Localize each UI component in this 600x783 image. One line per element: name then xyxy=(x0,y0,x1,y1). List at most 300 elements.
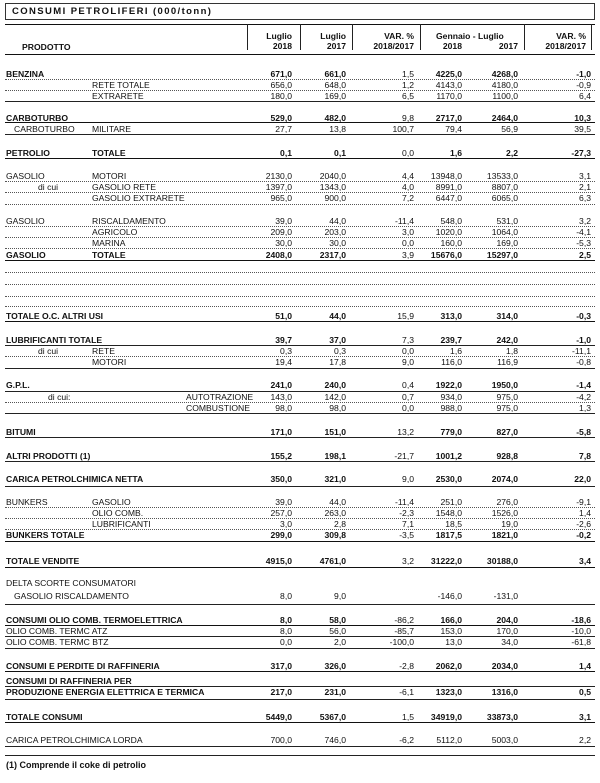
cell-value: 7,8 xyxy=(579,451,591,461)
cell-value: 1817,5 xyxy=(435,530,462,540)
cell-value: 13,2 xyxy=(397,427,414,437)
row-sublabel: RETE xyxy=(92,346,115,356)
cell-value: 44,0 xyxy=(329,216,346,226)
cell-value: 700,0 xyxy=(270,735,292,745)
cell-value: 2464,0 xyxy=(491,113,518,123)
cell-value: 15676,0 xyxy=(430,250,462,260)
cell-value: 142,0 xyxy=(324,392,346,402)
cell-value: 2062,0 xyxy=(435,661,462,671)
cell-value: 1526,0 xyxy=(491,508,518,518)
cell-value: -18,6 xyxy=(571,615,591,625)
cell-value: 2074,0 xyxy=(491,474,518,484)
cell-value: 8,0 xyxy=(280,615,292,625)
cell-value: -9,1 xyxy=(576,497,591,507)
cell-value: -6,2 xyxy=(399,735,414,745)
cell-value: -2,8 xyxy=(399,661,414,671)
cell-value: 1950,0 xyxy=(491,380,518,390)
cell-value: 1397,0 xyxy=(265,182,292,192)
cell-value: 2530,0 xyxy=(435,474,462,484)
cell-value: 975,0 xyxy=(496,403,518,413)
cell-value: -0,8 xyxy=(576,357,591,367)
row-rule xyxy=(5,671,595,672)
row-rule xyxy=(5,321,595,322)
row-label: GASOLIO xyxy=(6,171,45,181)
cell-value: 39,0 xyxy=(275,497,292,507)
cell-value: 0,1 xyxy=(280,148,292,158)
cell-value: 203,0 xyxy=(324,227,346,237)
cell-value: 314,0 xyxy=(496,311,518,321)
row-rule xyxy=(5,541,595,542)
cell-value: 5003,0 xyxy=(491,735,518,745)
row-label: CARICA PETROLCHIMICA LORDA xyxy=(6,735,143,745)
cell-value: 2,5 xyxy=(579,250,591,260)
cell-value: 1,5 xyxy=(402,712,414,722)
header-luglio-2017-year: 2017 xyxy=(326,41,346,51)
cell-value: 656,0 xyxy=(270,80,292,90)
cell-value: 5367,0 xyxy=(319,712,346,722)
row-label: BUNKERS xyxy=(6,497,48,507)
row-rule xyxy=(5,204,595,205)
cell-value: -11,1 xyxy=(572,346,591,356)
cell-value: 0,3 xyxy=(334,346,346,356)
cell-value: 7,3 xyxy=(402,335,414,345)
cell-value: 0,3 xyxy=(280,346,292,356)
cell-value: 0,5 xyxy=(579,687,591,697)
row-sublabel: OLIO COMB. xyxy=(92,508,144,518)
row-label: GASOLIO RISCALDAMENTO xyxy=(14,591,129,601)
cell-value: 231,0 xyxy=(324,687,346,697)
cell-value: 0,0 xyxy=(402,238,414,248)
cell-value: -10,0 xyxy=(571,626,591,636)
row-rule xyxy=(5,306,595,307)
cell-value: 648,0 xyxy=(324,80,346,90)
cell-value: -131,0 xyxy=(493,591,518,601)
cell-value: 13948,0 xyxy=(430,171,462,181)
row-rule xyxy=(5,699,595,700)
row-label: DELTA SCORTE CONSUMATORI xyxy=(6,578,137,588)
cell-value: 7,1 xyxy=(402,519,414,529)
cell-value: 975,0 xyxy=(496,392,518,402)
cell-value: 4915,0 xyxy=(265,556,292,566)
header-divider xyxy=(420,24,421,50)
header-prodotto: PRODOTTO xyxy=(22,42,71,52)
row-label: BUNKERS TOTALE xyxy=(6,530,85,540)
cell-value: 5112,0 xyxy=(436,735,462,745)
cell-value: 3,9 xyxy=(402,250,414,260)
cell-value: -2,3 xyxy=(399,508,414,518)
cell-value: 661,0 xyxy=(324,69,346,79)
row-label: CARBOTURBO xyxy=(6,113,69,123)
cell-value: 827,0 xyxy=(496,427,518,437)
cell-value: 15,9 xyxy=(397,311,414,321)
header-luglio-2017: Luglio xyxy=(320,31,346,41)
cell-value: 257,0 xyxy=(270,508,292,518)
row-label: BITUMI xyxy=(6,427,36,437)
cell-value: -21,7 xyxy=(394,451,414,461)
cell-value: 198,1 xyxy=(324,451,346,461)
cell-value: -6,1 xyxy=(399,687,414,697)
cell-value: 241,0 xyxy=(270,380,292,390)
cell-value: 33873,0 xyxy=(486,712,518,722)
cell-value: 39,0 xyxy=(275,216,292,226)
row-label: G.P.L. xyxy=(6,380,30,390)
cell-value: 529,0 xyxy=(270,113,292,123)
cell-value: 171,0 xyxy=(270,427,292,437)
cell-value: 19,4 xyxy=(275,357,292,367)
row-rule xyxy=(5,134,595,135)
cell-value: -1,4 xyxy=(576,380,591,390)
cell-value: 4268,0 xyxy=(491,69,518,79)
row-sublabel: MILITARE xyxy=(92,124,131,134)
row-sublabel: GASOLIO xyxy=(92,497,131,507)
cell-value: 8991,0 xyxy=(435,182,462,192)
cell-value: 1064,0 xyxy=(491,227,518,237)
cell-value: 6,4 xyxy=(579,91,591,101)
cell-value: 4225,0 xyxy=(435,69,462,79)
cell-value: 2717,0 xyxy=(435,113,462,123)
cell-value: 9,0 xyxy=(334,591,346,601)
cell-value: -2,6 xyxy=(576,519,591,529)
cell-value: 1,6 xyxy=(450,148,462,158)
cell-value: 1323,0 xyxy=(435,687,462,697)
cell-value: -0,2 xyxy=(576,530,591,540)
cell-value: 928,8 xyxy=(496,451,518,461)
cell-value: 8,0 xyxy=(280,626,292,636)
cell-value: 56,0 xyxy=(329,626,346,636)
cell-value: -85,7 xyxy=(394,626,414,636)
row-label: GASOLIO xyxy=(6,250,46,260)
cell-value: 3,4 xyxy=(579,556,591,566)
cell-value: 350,0 xyxy=(270,474,292,484)
cell-value: 276,0 xyxy=(496,497,518,507)
cell-value: 4,4 xyxy=(402,171,414,181)
cell-value: 1316,0 xyxy=(491,687,518,697)
cell-value: 1821,0 xyxy=(491,530,518,540)
cell-value: 7,2 xyxy=(402,193,414,203)
cell-value: 934,0 xyxy=(440,392,462,402)
header-gen-lug-2018: 2018 xyxy=(442,41,462,51)
cell-value: 2,8 xyxy=(334,519,346,529)
cell-value: 746,0 xyxy=(324,735,346,745)
cell-value: 6447,0 xyxy=(435,193,462,203)
cell-value: -5,3 xyxy=(576,238,591,248)
cell-value: 27,7 xyxy=(275,124,292,134)
cell-value: 217,0 xyxy=(270,687,292,697)
row-rule xyxy=(5,746,595,747)
cell-value: 3,1 xyxy=(579,171,591,181)
cell-value: 3,0 xyxy=(402,227,414,237)
cell-value: -1,0 xyxy=(576,335,591,345)
cell-value: 321,0 xyxy=(324,474,346,484)
cell-value: 2,1 xyxy=(579,182,591,192)
row-label: PRODUZIONE ENERGIA ELETTRICA E TERMICA xyxy=(6,687,205,697)
cell-value: 5449,0 xyxy=(265,712,292,722)
cell-value: 299,0 xyxy=(270,530,292,540)
cell-value: 2,2 xyxy=(506,148,518,158)
cell-value: 3,2 xyxy=(579,216,591,226)
row-sublabel: AGRICOLO xyxy=(92,227,138,237)
row-rule xyxy=(5,567,595,568)
row-rule xyxy=(5,248,595,249)
cell-value: 204,0 xyxy=(496,615,518,625)
row-rule xyxy=(5,413,595,414)
cell-value: 13,8 xyxy=(329,124,346,134)
cell-value: 170,0 xyxy=(496,626,518,636)
cell-value: 169,0 xyxy=(496,238,518,248)
cell-value: -4,2 xyxy=(576,392,591,402)
row-label: ALTRI PRODOTTI (1) xyxy=(6,451,91,461)
row-rule xyxy=(5,260,595,261)
cell-value: 151,0 xyxy=(324,427,346,437)
row-label: OLIO COMB. TERMC ATZ xyxy=(6,626,108,636)
header-var-cumulative: VAR. % xyxy=(556,31,586,41)
cell-value: 988,0 xyxy=(440,403,462,413)
cell-value: 13,0 xyxy=(445,637,462,647)
cell-value: 965,0 xyxy=(270,193,292,203)
cell-value: 6,5 xyxy=(402,91,414,101)
cell-value: 116,9 xyxy=(497,357,518,367)
cell-value: 15297,0 xyxy=(486,250,518,260)
cell-value: 2034,0 xyxy=(491,661,518,671)
cell-value: 2,2 xyxy=(579,735,591,745)
cell-value: 22,0 xyxy=(574,474,591,484)
row-label: di cui: xyxy=(48,392,71,402)
cell-value: 239,7 xyxy=(440,335,462,345)
row-rule xyxy=(5,101,595,102)
cell-value: 671,0 xyxy=(270,69,292,79)
title-box xyxy=(5,3,595,20)
row-label: LUBRIFICANTI TOTALE xyxy=(6,335,103,345)
cell-value: 30188,0 xyxy=(486,556,518,566)
cell-value: 153,0 xyxy=(440,626,462,636)
cell-value: 51,0 xyxy=(275,311,292,321)
header-luglio-2018-year: 2018 xyxy=(272,41,292,51)
cell-value: 242,0 xyxy=(496,335,518,345)
cell-value: 3,0 xyxy=(280,519,292,529)
cell-value: -146,0 xyxy=(437,591,462,601)
row-rule xyxy=(5,755,595,756)
cell-value: 39,7 xyxy=(275,335,292,345)
cell-value: 37,0 xyxy=(329,335,346,345)
row-rule xyxy=(5,437,595,438)
cell-value: 0,0 xyxy=(402,148,414,158)
row-label: CONSUMI OLIO COMB. TERMOELETTRICA xyxy=(6,615,183,625)
cell-value: 19,0 xyxy=(501,519,518,529)
row-rule xyxy=(5,648,595,649)
row-label: TOTALE CONSUMI xyxy=(6,712,83,722)
row-sublabel: TOTALE xyxy=(92,250,126,260)
cell-value: 30,0 xyxy=(329,238,346,248)
row-label: di cui xyxy=(38,346,59,356)
cell-value: 13533,0 xyxy=(486,171,518,181)
cell-value: 2,0 xyxy=(334,637,346,647)
row-sublabel: COMBUSTIONE xyxy=(186,403,250,413)
row-label: CARBOTURBO xyxy=(14,124,75,134)
cell-value: -4,1 xyxy=(576,227,591,237)
cell-value: 209,0 xyxy=(270,227,292,237)
cell-value: -0,9 xyxy=(576,80,591,90)
cell-value: -100,0 xyxy=(389,637,414,647)
cell-value: -86,2 xyxy=(394,615,414,625)
cell-value: 4143,0 xyxy=(435,80,462,90)
header-divider xyxy=(247,24,248,50)
cell-value: 180,0 xyxy=(270,91,292,101)
cell-value: 9,0 xyxy=(402,357,414,367)
row-label: GASOLIO xyxy=(6,216,45,226)
cell-value: 160,0 xyxy=(440,238,462,248)
row-sublabel: TOTALE xyxy=(92,148,126,158)
cell-value: 326,0 xyxy=(324,661,346,671)
cell-value: 2408,0 xyxy=(265,250,292,260)
cell-value: 240,0 xyxy=(324,380,346,390)
row-rule xyxy=(5,272,595,273)
cell-value: 8807,0 xyxy=(491,182,518,192)
cell-value: 0,1 xyxy=(334,148,346,158)
cell-value: 900,0 xyxy=(324,193,346,203)
header-divider xyxy=(300,24,301,50)
cell-value: 4180,0 xyxy=(491,80,518,90)
cell-value: 1,2 xyxy=(402,80,414,90)
cell-value: 531,0 xyxy=(496,216,518,226)
cell-value: 39,5 xyxy=(574,124,591,134)
cell-value: 0,0 xyxy=(402,346,414,356)
cell-value: 0,0 xyxy=(402,403,414,413)
row-sublabel: MOTORI xyxy=(92,171,127,181)
cell-value: -11,4 xyxy=(395,497,414,507)
cell-value: 30,0 xyxy=(275,238,292,248)
header-var-monthly: VAR. % xyxy=(384,31,414,41)
cell-value: 1922,0 xyxy=(435,380,462,390)
row-label: OLIO COMB. TERMC BTZ xyxy=(6,637,109,647)
cell-value: 100,7 xyxy=(392,124,414,134)
cell-value: 4,0 xyxy=(402,182,414,192)
cell-value: 143,0 xyxy=(270,392,292,402)
cell-value: 116,0 xyxy=(441,357,462,367)
row-label: CARICA PETROLCHIMICA NETTA xyxy=(6,474,144,484)
row-rule xyxy=(5,158,595,159)
row-rule xyxy=(5,604,595,605)
cell-value: 34919,0 xyxy=(430,712,462,722)
row-rule xyxy=(5,722,595,723)
cell-value: 0,7 xyxy=(402,392,414,402)
row-rule xyxy=(5,461,595,462)
row-label: CONSUMI E PERDITE DI RAFFINERIA xyxy=(6,661,160,671)
header-divider xyxy=(524,24,525,50)
cell-value: -5,8 xyxy=(576,427,591,437)
row-sublabel: AUTOTRAZIONE xyxy=(186,392,254,402)
cell-value: 9,0 xyxy=(402,474,414,484)
cell-value: 1,8 xyxy=(506,346,518,356)
cell-value: 2317,0 xyxy=(319,250,346,260)
header-var-cumulative-years: 2018/2017 xyxy=(545,41,586,51)
cell-value: -27,3 xyxy=(571,148,591,158)
row-label: TOTALE O.C. ALTRI USI xyxy=(6,311,104,321)
cell-value: 2130,0 xyxy=(265,171,292,181)
cell-value: 1,3 xyxy=(579,403,591,413)
cell-value: 44,0 xyxy=(329,311,346,321)
row-rule xyxy=(5,296,595,297)
row-rule xyxy=(5,54,595,55)
cell-value: 1,4 xyxy=(579,661,591,671)
cell-value: 1,4 xyxy=(579,508,591,518)
cell-value: -61,8 xyxy=(571,637,591,647)
cell-value: 1343,0 xyxy=(319,182,346,192)
row-label: CONSUMI DI RAFFINERIA PER xyxy=(6,676,132,686)
row-label: TOTALE VENDITE xyxy=(6,556,80,566)
row-label: PETROLIO xyxy=(6,148,50,158)
cell-value: 0,0 xyxy=(280,637,292,647)
cell-value: -11,4 xyxy=(395,216,414,226)
cell-value: -0,3 xyxy=(576,311,591,321)
header-gen-lug-2017: 2017 xyxy=(498,41,518,51)
cell-value: 1020,0 xyxy=(435,227,462,237)
cell-value: 317,0 xyxy=(270,661,292,671)
cell-value: 155,2 xyxy=(270,451,292,461)
cell-value: 1,6 xyxy=(450,346,462,356)
row-rule xyxy=(5,486,595,487)
cell-value: 6,3 xyxy=(579,193,591,203)
cell-value: 31222,0 xyxy=(430,556,462,566)
cell-value: 44,0 xyxy=(329,497,346,507)
row-rule xyxy=(5,368,595,369)
cell-value: 0,4 xyxy=(402,380,414,390)
row-sublabel: RETE TOTALE xyxy=(92,80,150,90)
cell-value: 2040,0 xyxy=(319,171,346,181)
cell-value: 79,4 xyxy=(445,124,462,134)
cell-value: 18,5 xyxy=(445,519,462,529)
row-sublabel: LUBRIFICANTI xyxy=(92,519,151,529)
cell-value: 56,9 xyxy=(501,124,518,134)
cell-value: 3,1 xyxy=(579,712,591,722)
row-sublabel: MARINA xyxy=(92,238,126,248)
cell-value: 1170,0 xyxy=(436,91,462,101)
header-var-monthly-years: 2018/2017 xyxy=(373,41,414,51)
row-label: di cui xyxy=(38,182,59,192)
cell-value: 9,8 xyxy=(402,113,414,123)
cell-value: 34,0 xyxy=(501,637,518,647)
row-label: BENZINA xyxy=(6,69,45,79)
cell-value: 548,0 xyxy=(440,216,462,226)
cell-value: 166,0 xyxy=(440,615,462,625)
cell-value: 169,0 xyxy=(324,91,346,101)
cell-value: 779,0 xyxy=(440,427,462,437)
cell-value: 98,0 xyxy=(275,403,292,413)
row-sublabel: GASOLIO EXTRARETE xyxy=(92,193,185,203)
row-sublabel: MOTORI xyxy=(92,357,127,367)
row-sublabel: GASOLIO RETE xyxy=(92,182,156,192)
cell-value: 251,0 xyxy=(440,497,462,507)
row-rule xyxy=(5,284,595,285)
cell-value: -1,0 xyxy=(576,69,591,79)
table-title: CONSUMI PETROLIFERI (000/tonn) xyxy=(12,6,213,17)
cell-value: 4761,0 xyxy=(319,556,346,566)
cell-value: 313,0 xyxy=(440,311,462,321)
cell-value: 1548,0 xyxy=(435,508,462,518)
cell-value: -3,5 xyxy=(399,530,414,540)
cell-value: 1,5 xyxy=(402,69,414,79)
header-gennaio-luglio: Gennaio - Luglio xyxy=(436,31,504,41)
cell-value: 58,0 xyxy=(329,615,346,625)
cell-value: 98,0 xyxy=(329,403,346,413)
cell-value: 10,3 xyxy=(574,113,591,123)
cell-value: 6065,0 xyxy=(491,193,518,203)
cell-value: 309,8 xyxy=(324,530,346,540)
cell-value: 8,0 xyxy=(280,591,292,601)
row-sublabel: RISCALDAMENTO xyxy=(92,216,166,226)
header-divider xyxy=(591,24,592,50)
row-sublabel: EXTRARETE xyxy=(92,91,144,101)
header-luglio-2018: Luglio xyxy=(266,31,292,41)
